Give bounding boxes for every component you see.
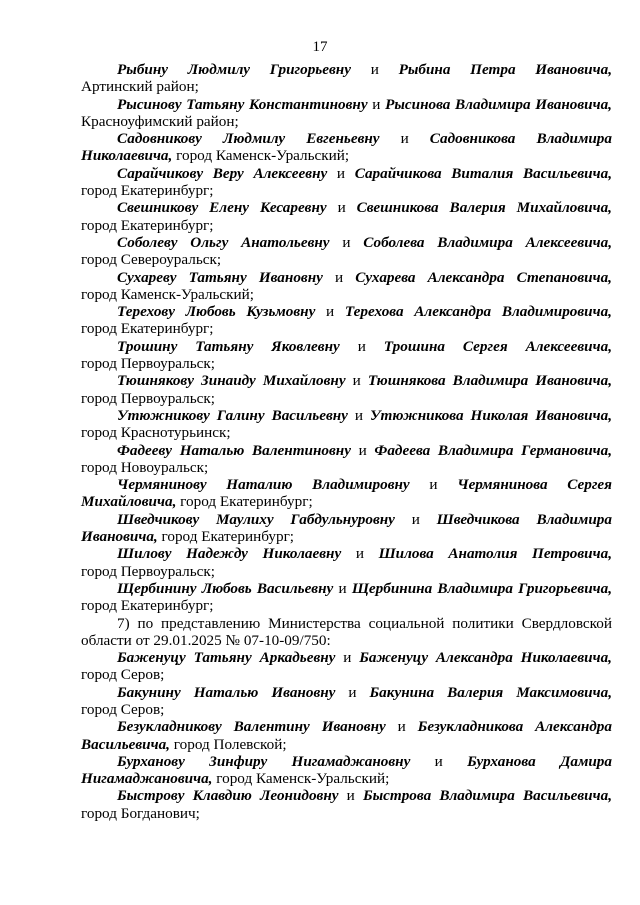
document-body [81, 61, 612, 822]
person-name: Баженуцу Александра Николаевича, [359, 649, 612, 667]
person-name: Сухареву Татьяну Ивановну [117, 268, 323, 286]
entry-text: и [341, 545, 379, 563]
person-name: Свешникова Валерия Михайловича, [356, 199, 612, 217]
entry-first-line [81, 718, 612, 735]
person-name: Трошина Сергея Алексеевича, [383, 337, 612, 355]
entry-text: город Серов; [81, 700, 165, 718]
entry-first-line [81, 787, 612, 804]
person-name: Шведчикову Маулиху Габдульнуровну [117, 510, 395, 528]
entry-text: город Екатеринбург; [81, 320, 214, 338]
person-name: Фадееву Наталью Валентиновну [117, 441, 351, 459]
entry-second-line [81, 390, 612, 407]
person-name: Сарайчикова Виталия Васильевича, [354, 164, 612, 182]
entry-text: 7) по представлению Министерства социальной политики Свердловской [117, 614, 612, 632]
entry-second-line [81, 528, 612, 545]
entry-text: Красноуфимский район; [81, 112, 239, 130]
list-item [81, 753, 612, 788]
entry-first-line [81, 684, 612, 701]
entry-text: город Богданович; [81, 804, 200, 822]
list-item [81, 442, 612, 477]
person-name: Чермянинова Сергея [457, 476, 612, 494]
entry-text: и [385, 718, 418, 736]
list-item [81, 407, 612, 442]
list-item [81, 303, 612, 338]
entry-first-line [81, 372, 612, 389]
entry-text: и [329, 233, 364, 251]
person-name: Рыбина Петра Ивановича, [398, 61, 612, 78]
entry-text: и [322, 268, 356, 286]
page-number: 17 [312, 39, 328, 55]
entry-first-line [81, 649, 612, 666]
list-item [81, 199, 612, 234]
entry-text: и [335, 683, 370, 701]
list-item [81, 718, 612, 753]
entry-first-line [81, 442, 612, 459]
entry-text: город Каменск-Уральский; [172, 147, 350, 165]
person-name: Тюшнякова Владимира Ивановича, [367, 372, 612, 390]
person-name: Безукладникову Валентину Ивановну [117, 718, 386, 736]
person-name: Трошину Татьяну Яковлевну [117, 337, 340, 355]
entry-text: город Екатеринбург; [157, 528, 295, 546]
entry-first-line [81, 545, 612, 562]
entry-second-line [81, 182, 612, 199]
entry-first-line [81, 580, 612, 597]
entry-second-line [81, 632, 612, 649]
list-item [81, 61, 612, 96]
list-item [81, 545, 612, 580]
list-item [81, 615, 612, 650]
entry-first-line [81, 199, 612, 216]
entry-second-line [81, 736, 612, 753]
entry-text: и [345, 372, 368, 390]
person-name: Свешникову Елену Кесаревну [117, 199, 327, 217]
person-name: Бакунину Наталью Ивановну [117, 683, 336, 701]
person-name: Соболеву Ольгу Анатольевну [117, 233, 330, 251]
entry-text: и [326, 199, 357, 217]
entry-first-line [81, 130, 612, 147]
person-name: Соболева Владимира Алексеевича, [363, 233, 612, 251]
person-name: Шведчикова Владимира [436, 510, 612, 528]
person-name: Садовникову Людмилу Евгеньевну [117, 130, 380, 148]
list-item [81, 649, 612, 684]
list-item [81, 580, 612, 615]
entry-text: и [333, 579, 352, 597]
entry-text: город Полевской; [169, 735, 287, 753]
person-name: Бурханову Зинфиру Нигамаджановну [117, 752, 411, 770]
entry-text: город Екатеринбург; [81, 216, 214, 234]
entry-first-line [81, 476, 612, 493]
entry-first-line [81, 234, 612, 251]
person-name: Бурханова Дамира [467, 752, 612, 770]
entry-second-line [81, 217, 612, 234]
entry-text: и [350, 441, 375, 459]
entry-text: город Первоуральск; [81, 389, 216, 407]
entry-second-line [81, 459, 612, 476]
person-name: Сарайчикову Веру Алексеевну [117, 164, 328, 182]
entry-text: и [327, 164, 355, 182]
entry-second-line [81, 251, 612, 268]
entry-first-line [81, 165, 612, 182]
entry-text: город Екатеринбург; [81, 182, 214, 200]
entry-second-line [81, 597, 612, 614]
entry-second-line [81, 78, 612, 95]
entry-first-line [81, 61, 612, 78]
list-item [81, 130, 612, 165]
person-name: Шилова Анатолия Петровича, [378, 545, 612, 563]
person-name: Михайловича, [81, 493, 177, 511]
entry-text: и [394, 510, 437, 528]
entry-text: город Екатеринбург; [176, 493, 313, 511]
person-name: Щербинину Любовь Васильевну [117, 579, 334, 597]
entry-second-line [81, 286, 612, 303]
person-name: Фадеева Владимира Германовича, [374, 441, 612, 459]
entry-second-line [81, 147, 612, 164]
person-name: Утюжникову Галину Васильевну [117, 406, 348, 424]
list-item [81, 476, 612, 511]
entry-text: и [338, 787, 363, 805]
entry-first-line [81, 269, 612, 286]
person-name: Быстрова Владимира Васильевича, [362, 787, 612, 805]
list-item [81, 96, 612, 131]
list-item [81, 165, 612, 200]
person-name: Васильевича, [81, 735, 170, 753]
person-name: Шилову Надежду Николаевну [117, 545, 342, 563]
list-item [81, 234, 612, 269]
entry-text: город Первоуральск; [81, 355, 216, 373]
person-name: Безукладникова Александра [417, 718, 612, 736]
entry-second-line [81, 770, 612, 787]
entry-second-line [81, 113, 612, 130]
entry-second-line [81, 805, 612, 822]
person-name: Николаевича, [81, 147, 173, 165]
entry-text: Артинский район; [81, 78, 199, 96]
entry-text: и [339, 337, 384, 355]
entry-first-line [81, 407, 612, 424]
person-name: Рысинову Татьяну Константиновну [117, 95, 368, 113]
entry-text: и [347, 406, 370, 424]
entry-text: и [350, 61, 399, 78]
entry-second-line [81, 424, 612, 441]
list-item [81, 372, 612, 407]
entry-first-line [81, 303, 612, 320]
person-name: Баженуцу Татьяну Аркадьевну [117, 649, 336, 667]
entry-text: и [410, 752, 468, 770]
entry-text: город Екатеринбург; [81, 597, 214, 615]
entry-text: город Североуральск; [81, 251, 222, 269]
person-name: Терехова Александра Владимировича, [344, 303, 612, 321]
entry-first-line [81, 511, 612, 528]
entry-second-line [81, 493, 612, 510]
entry-text: город Каменск-Уральский; [212, 770, 390, 788]
person-name: Быстрову Клавдию Леонидовну [117, 787, 339, 805]
person-name: Бакунина Валерия Максимовича, [369, 683, 612, 701]
person-name: Чермянинову Наталию Владимировну [117, 476, 410, 494]
person-name: Терехову Любовь Кузьмовну [117, 303, 316, 321]
entry-text: и [335, 649, 360, 667]
entry-second-line [81, 666, 612, 683]
person-name: Ивановича, [81, 528, 158, 546]
entry-first-line [81, 615, 612, 632]
entry-first-line [81, 96, 612, 113]
entry-text: город Новоуральск; [81, 458, 209, 476]
list-item [81, 269, 612, 304]
entry-text: город Первоуральск; [81, 562, 216, 580]
list-item [81, 684, 612, 719]
entry-text: и [367, 95, 386, 113]
person-name: Рыбину Людмилу Григорьевну [117, 61, 351, 78]
person-name: Нигамаджановича, [81, 770, 213, 788]
person-name: Тюшнякову Зинаиду Михайловну [117, 372, 346, 390]
entry-text: и [409, 476, 458, 494]
person-name: Утюжникова Николая Ивановича, [369, 406, 612, 424]
entry-second-line [81, 355, 612, 372]
person-name: Сухарева Александра Степановича, [355, 268, 612, 286]
entry-second-line [81, 701, 612, 718]
entry-second-line [81, 320, 612, 337]
entry-text: и [379, 130, 430, 148]
entry-text: город Каменск-Уральский; [81, 285, 255, 303]
person-name: Щербинина Владимира Григорьевича, [351, 579, 612, 597]
person-name: Садовникова Владимира [429, 130, 612, 148]
entry-second-line [81, 563, 612, 580]
entry-text: город Серов; [81, 666, 165, 684]
list-item [81, 338, 612, 373]
entry-text: и [315, 303, 345, 321]
entry-first-line [81, 753, 612, 770]
list-item [81, 511, 612, 546]
entry-first-line [81, 338, 612, 355]
person-name: Рысинова Владимира Ивановича, [385, 95, 612, 113]
entry-text: области от 29.01.2025 № 07-10-09/750: [81, 631, 331, 649]
list-item [81, 787, 612, 822]
entry-text: город Краснотурьинск; [81, 424, 231, 442]
